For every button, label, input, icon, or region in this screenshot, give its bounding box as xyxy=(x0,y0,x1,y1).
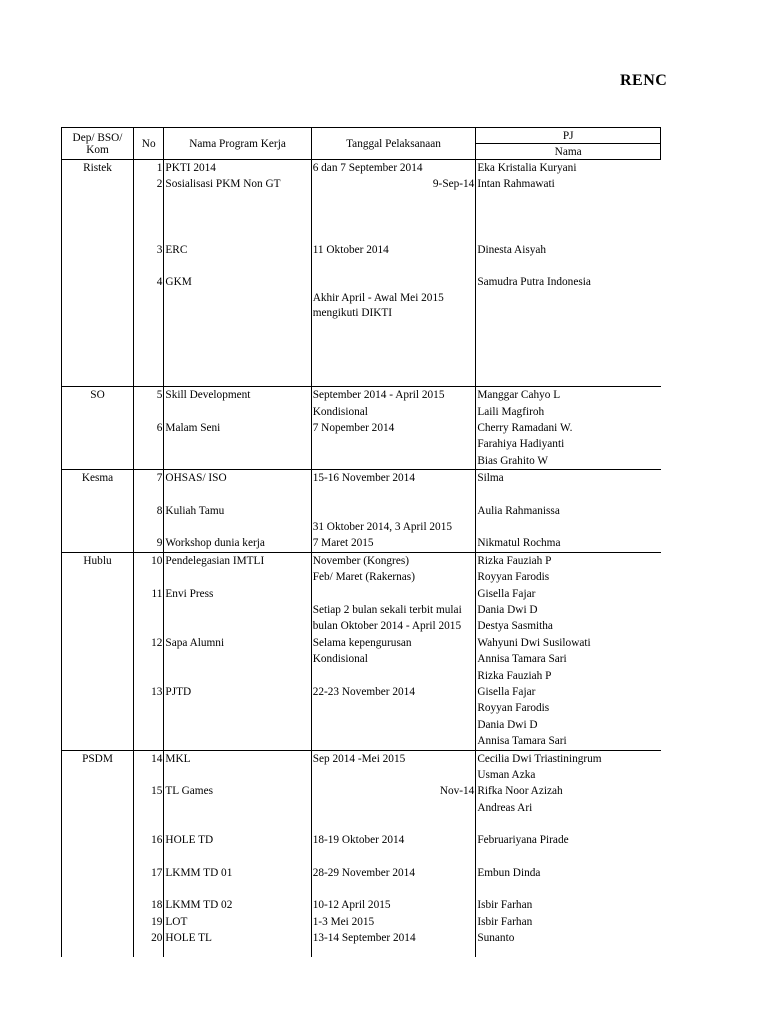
program-name: HOLE TL xyxy=(164,930,311,946)
table-row xyxy=(62,291,661,387)
table-row xyxy=(62,865,661,881)
table-row xyxy=(62,552,661,569)
pj-name: Royyan Farodis xyxy=(476,700,661,716)
table-row xyxy=(62,436,661,452)
table-row xyxy=(62,897,661,913)
pj-name: Intan Rahmawati xyxy=(476,176,661,192)
table-row xyxy=(62,930,661,946)
row-number: 20 xyxy=(151,931,163,944)
table-row xyxy=(62,470,661,487)
header-pj-name: Nama xyxy=(476,144,661,160)
pj-name: Isbir Farhan xyxy=(476,897,661,913)
pj-name: Wahyuni Dwi Susilowati xyxy=(476,635,661,651)
program-name: Sapa Alumni xyxy=(164,635,311,651)
program-name: Sosialisasi PKM Non GT xyxy=(164,176,311,192)
pj-name: Rifka Noor Azizah xyxy=(476,783,661,799)
program-name: Pendelegasian IMTLI xyxy=(164,552,311,569)
row-number: 14 xyxy=(134,750,164,767)
pj-name: Gisella Fajar xyxy=(476,586,661,602)
row-number: 1 xyxy=(134,160,164,177)
row-number: 8 xyxy=(156,504,163,517)
table-row xyxy=(62,519,661,535)
program-date: 13-14 September 2014 xyxy=(311,930,476,946)
program-name: HOLE TD xyxy=(164,832,311,848)
program-date: 18-19 Oktober 2014 xyxy=(311,832,476,848)
table-row xyxy=(62,602,661,618)
row-number: 9 xyxy=(156,537,163,550)
pj-name: Dania Dwi D xyxy=(476,602,661,618)
table-row xyxy=(62,404,661,420)
program-name: Malam Seni xyxy=(164,420,311,436)
pj-name: Nikmatul Rochma xyxy=(476,535,661,552)
dept-label: Kesma xyxy=(62,470,134,487)
program-date: Feb/ Maret (Rakernas) xyxy=(311,569,476,585)
program-date: 7 Nopember 2014 xyxy=(311,420,476,436)
table-row xyxy=(62,618,661,634)
table-row xyxy=(62,700,661,716)
pj-name: Februariyana Pirade xyxy=(476,832,661,848)
pj-name: Farahiya Hadiyanti xyxy=(476,436,661,452)
row-number: 15 xyxy=(151,785,163,798)
row-number: 10 xyxy=(134,552,164,569)
pj-name: Samudra Putra Indonesia xyxy=(476,274,661,290)
program-date: Setiap 2 bulan sekali terbit mulai xyxy=(311,602,476,618)
pj-name: Laili Magfiroh xyxy=(476,404,661,420)
header-pj: PJ xyxy=(476,128,661,144)
work-program-table xyxy=(61,127,661,957)
dept-label: SO xyxy=(62,387,134,404)
dept-label: Hublu xyxy=(62,552,134,569)
pj-name: Rizka Fauziah P xyxy=(476,552,661,569)
table-row xyxy=(62,274,661,290)
pj-name: Rizka Fauziah P xyxy=(476,668,661,684)
table-row xyxy=(62,176,661,192)
row-number: 18 xyxy=(151,899,163,912)
table-row xyxy=(62,635,661,651)
program-name: TL Games xyxy=(164,783,311,799)
table-row xyxy=(62,503,661,519)
pj-name: Gisella Fajar xyxy=(476,684,661,700)
row-number: 13 xyxy=(151,686,163,699)
row-number: 12 xyxy=(151,636,163,649)
pj-name: Eka Kristalia Kuryani xyxy=(476,160,661,177)
program-name: PJTD xyxy=(164,684,311,700)
program-name: Skill Development xyxy=(164,387,311,404)
row-number: 3 xyxy=(156,243,163,256)
header-no: No xyxy=(134,128,164,160)
row-number: 4 xyxy=(156,276,163,289)
pj-name: Annisa Tamara Sari xyxy=(476,733,661,750)
program-name: PKTI 2014 xyxy=(164,160,311,177)
table-row xyxy=(62,651,661,667)
header-dep: Dep/ BSO/ Kom xyxy=(62,128,134,160)
program-date: Selama kepengurusan xyxy=(311,635,476,651)
table-row xyxy=(62,569,661,585)
program-name: Kuliah Tamu xyxy=(164,503,311,519)
row-number: 17 xyxy=(151,866,163,879)
table-row xyxy=(62,783,661,799)
program-date: Sep 2014 -Mei 2015 xyxy=(311,750,476,767)
row-number: 16 xyxy=(151,834,163,847)
table-row xyxy=(62,717,661,733)
program-name: Envi Press xyxy=(164,586,311,602)
table-row xyxy=(62,767,661,783)
program-date: Akhir April - Awal Mei 2015 mengikuti DIKTI xyxy=(311,291,476,387)
row-number: 19 xyxy=(151,915,163,928)
program-date: 10-12 April 2015 xyxy=(311,897,476,913)
pj-name: Manggar Cahyo L xyxy=(476,387,661,404)
table-row xyxy=(62,453,661,470)
row-number: 6 xyxy=(156,421,163,434)
table-row xyxy=(62,586,661,602)
pj-name: Annisa Tamara Sari xyxy=(476,651,661,667)
pj-name: Silma xyxy=(476,470,661,487)
program-name: Workshop dunia kerja xyxy=(164,535,311,552)
row-number: 2 xyxy=(156,178,163,191)
pj-name: Usman Azka xyxy=(476,767,661,783)
table-row xyxy=(62,684,661,700)
row-number: 7 xyxy=(134,470,164,487)
program-date: 31 Oktober 2014, 3 April 2015 xyxy=(311,519,476,535)
program-date: 11 Oktober 2014 xyxy=(311,242,476,258)
pj-name: Dania Dwi D xyxy=(476,717,661,733)
pj-name: Isbir Farhan xyxy=(476,914,661,930)
table-row xyxy=(62,160,661,177)
program-date: 7 Maret 2015 xyxy=(311,535,476,552)
program-date: 15-16 November 2014 xyxy=(311,470,476,487)
pj-name: Destya Sasmitha xyxy=(476,618,661,634)
table-row xyxy=(62,800,661,816)
table-row xyxy=(62,668,661,684)
program-date: 9-Sep-14 xyxy=(311,176,476,192)
header-program: Nama Program Kerja xyxy=(164,128,311,160)
pj-name: Dinesta Aisyah xyxy=(476,242,661,258)
table-row xyxy=(62,832,661,848)
table-row xyxy=(62,750,661,767)
program-name: ERC xyxy=(164,242,311,258)
program-date: Kondisional xyxy=(311,404,476,420)
program-date: 1-3 Mei 2015 xyxy=(311,914,476,930)
program-date: November (Kongres) xyxy=(311,552,476,569)
table-row xyxy=(62,535,661,552)
row-number: 5 xyxy=(134,387,164,404)
program-date: September 2014 - April 2015 xyxy=(311,387,476,404)
dept-label: PSDM xyxy=(62,750,134,767)
pj-name: Sunanto xyxy=(476,930,661,946)
program-grid xyxy=(61,127,661,957)
program-date: 22-23 November 2014 xyxy=(311,684,476,700)
dept-label: Ristek xyxy=(62,160,134,177)
table-row xyxy=(62,733,661,750)
pj-name: Embun Dinda xyxy=(476,865,661,881)
pj-name: Bias Grahito W xyxy=(476,453,661,470)
table-row xyxy=(62,242,661,258)
pj-name: Cherry Ramadani W. xyxy=(476,420,661,436)
pj-name: Cecilia Dwi Triastiningrum xyxy=(476,750,661,767)
table-row xyxy=(62,387,661,404)
program-date: bulan Oktober 2014 - April 2015 xyxy=(311,618,476,634)
program-date: Kondisional xyxy=(311,651,476,667)
pj-name: Aulia Rahmanissa xyxy=(476,503,661,519)
program-date: 28-29 November 2014 xyxy=(311,865,476,881)
table-row xyxy=(62,914,661,930)
program-name: MKL xyxy=(164,750,311,767)
program-name: LKMM TD 02 xyxy=(164,897,311,913)
pj-name: Royyan Farodis xyxy=(476,569,661,585)
program-date: Nov-14 xyxy=(311,783,476,799)
header-date: Tanggal Pelaksanaan xyxy=(311,128,476,160)
program-name: OHSAS/ ISO xyxy=(164,470,311,487)
table-row xyxy=(62,420,661,436)
program-name: LKMM TD 01 xyxy=(164,865,311,881)
program-name: LOT xyxy=(164,914,311,930)
pj-name: Andreas Ari xyxy=(476,800,661,816)
row-number: 11 xyxy=(151,587,163,600)
document-title: RENC xyxy=(620,72,668,89)
program-date: 6 dan 7 September 2014 xyxy=(311,160,476,177)
program-name: GKM xyxy=(164,274,311,290)
